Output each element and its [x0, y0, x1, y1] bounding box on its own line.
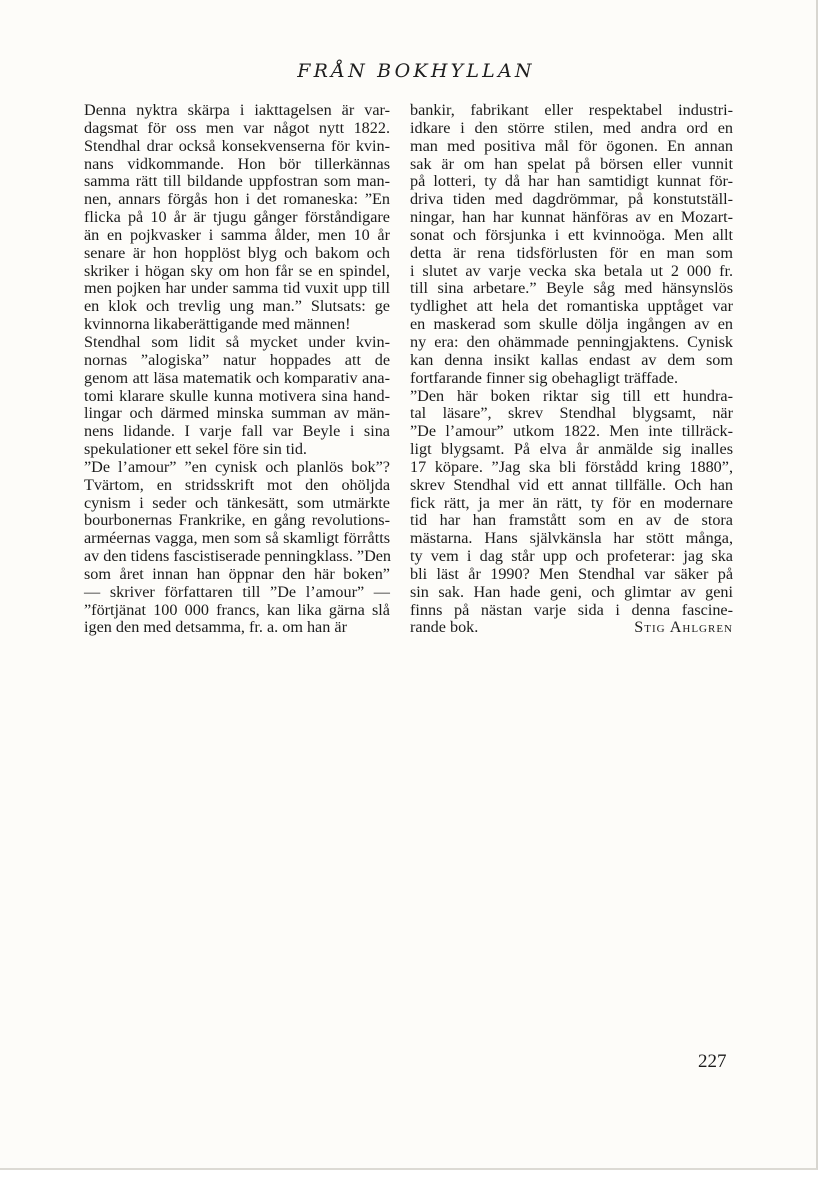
text-line: bankir, fabrikant eller respektabel industri-: [410, 101, 733, 119]
text-line: mästarna. Hans självkänsla har stött många,: [410, 529, 733, 548]
text-line: skrev Stendhal vid ett annat tillfälle. Och han: [410, 475, 733, 494]
page-number: 227: [698, 1051, 727, 1072]
text-line: en maskerad som skulle dölja ingången av en: [410, 315, 733, 334]
text-line: Tvärtom, en stridsskrift mot den ohöljda: [84, 475, 390, 494]
closing-line: [410, 619, 733, 637]
text-line: ”förtjänat 100 000 francs, kan lika gärna slå: [84, 600, 390, 619]
text-line: spekulationer ett sekel före sin tid.: [84, 440, 307, 459]
text-line: cynism i seder och tänkesätt, som utmärkte: [84, 493, 390, 512]
text-line: dagsmat för oss men var något nytt 1822.: [84, 118, 390, 137]
text-column-left: [84, 102, 390, 637]
closing-text: rande bok.: [410, 618, 479, 637]
text-line: Denna nyktra skärpa i iakttagelsen är var-: [84, 101, 390, 119]
text-line: ningar, han har kunnat hänföras av en Mozart-: [410, 208, 733, 227]
text-column-right: [410, 102, 733, 637]
text-line: av den tidens fascistiserade penningklass. ”Den: [84, 547, 392, 566]
text-line: som året innan han öppnar den här boken”: [84, 564, 390, 583]
text-line: flicka på 10 år är tjugu gånger förståndigare: [84, 208, 390, 227]
text-line: ”De l’amour” utkom 1822. Men inte tillräck-: [410, 422, 733, 441]
text-line: en klok och trevlig ung man.” Slutsats: ge: [84, 297, 390, 316]
text-line: finns på nästan varje sida i denna fascine-: [410, 600, 733, 619]
text-line: idkare i den större stilen, med andra ord en: [410, 118, 733, 137]
text-line: på lotteri, ty då har han samtidigt kunnat för-: [410, 172, 733, 191]
text-line: driva tiden med dagdrömmar, på konstutställ-: [410, 190, 733, 209]
text-line: tid har han framstått som en av de stora: [410, 511, 733, 530]
text-line: nans vidkommande. Hon bör tillerkännas: [84, 154, 390, 173]
text-line: ty vem i dag står upp och profeterar: jag ska: [410, 547, 733, 566]
text-line: fick rätt, ja mer än rätt, ty för en modernare: [410, 493, 733, 512]
text-line: nens lidande. I varje fall var Beyle i sina: [84, 422, 390, 441]
text-line: lingar och därmed minska summan av män-: [84, 404, 390, 423]
text-line: ”Den här boken riktar sig till ett hundra-: [410, 386, 733, 405]
author-signature: Stig Ahlgren: [634, 618, 733, 637]
text-line: fortfarande finner sig obehagligt träffade.: [410, 368, 679, 387]
text-line: nornas ”alogiska” natur hoppades att de: [84, 350, 390, 369]
text-line: nen, annars förgås hon i det romaneska: ”En: [84, 190, 390, 209]
text-line: igen den med detsamma, fr. a. om han är: [84, 618, 347, 637]
text-line: sak är om han spelat på börsen eller vunnit: [410, 154, 733, 173]
text-line: i slutet av varje vecka ska betala ut 2 000 fr.: [410, 261, 733, 280]
text-line: tomi klarare skulle kunna motivera sina hand-: [84, 386, 390, 405]
text-line: skriker i högan sky om hon får se en spindel,: [84, 261, 390, 280]
text-line: tal läsare”, skrev Stendhal blygsamt, när: [410, 404, 733, 423]
text-line: detta är rena tidsförlusten för en man som: [410, 243, 733, 262]
text-line: 17 köpare. ”Jag ska bli förstådd kring 1880”,: [410, 457, 733, 476]
text-line: än en pojkvasker i samma ålder, men 10 år: [84, 225, 390, 244]
text-line: men pojken har under samma tid vuxit upp till: [84, 279, 390, 298]
text-line: kvinnorna likaberättigande med männen!: [84, 315, 351, 334]
text-line: till sina arbetare.” Beyle såg med hänsynslös: [410, 279, 733, 298]
text-line: samma rätt till bildande uppfostran som man-: [84, 172, 390, 191]
text-line: Stendhal drar också konsekvenserna för kvin-: [84, 136, 390, 155]
text-line: ligt blygsamt. På elva år anmälde sig inalles: [410, 440, 733, 459]
text-line: Stendhal som lidit så mycket under kvin-: [84, 332, 390, 351]
text-line: bli läst år 1990? Men Stendhal var säker på: [410, 564, 733, 583]
running-head: FRÅN BOKHYLLAN: [297, 60, 535, 82]
text-line: tydlighet att hela det romantiska upptåget var: [410, 297, 733, 316]
text-line: ”De l’amour” ”en cynisk och planlös bok”?: [84, 457, 390, 476]
text-line: bourbonernas Frankrike, en gång revolutions-: [84, 511, 390, 530]
text-line: genom att läsa matematik och komparativ ana-: [84, 368, 390, 387]
text-line: — skriver författaren till ”De l’amour” —: [84, 582, 390, 601]
text-line: senare är hon hopplöst blyg och bakom och: [84, 243, 390, 262]
text-line: kan denna insikt kallas endast av dem som: [410, 350, 733, 369]
text-line: sin sak. Han hade geni, och glimtar av geni: [410, 582, 733, 601]
text-line: ny era: den ohämmade penningjaktens. Cynisk: [410, 332, 733, 351]
text-line: arméernas vagga, men som så skamligt förråtts: [84, 529, 390, 548]
text-line: sonat och försjunka i ett kvinnoöga. Men allt: [410, 225, 733, 244]
text-line: man med positiva mål för ögonen. En annan: [410, 136, 733, 155]
